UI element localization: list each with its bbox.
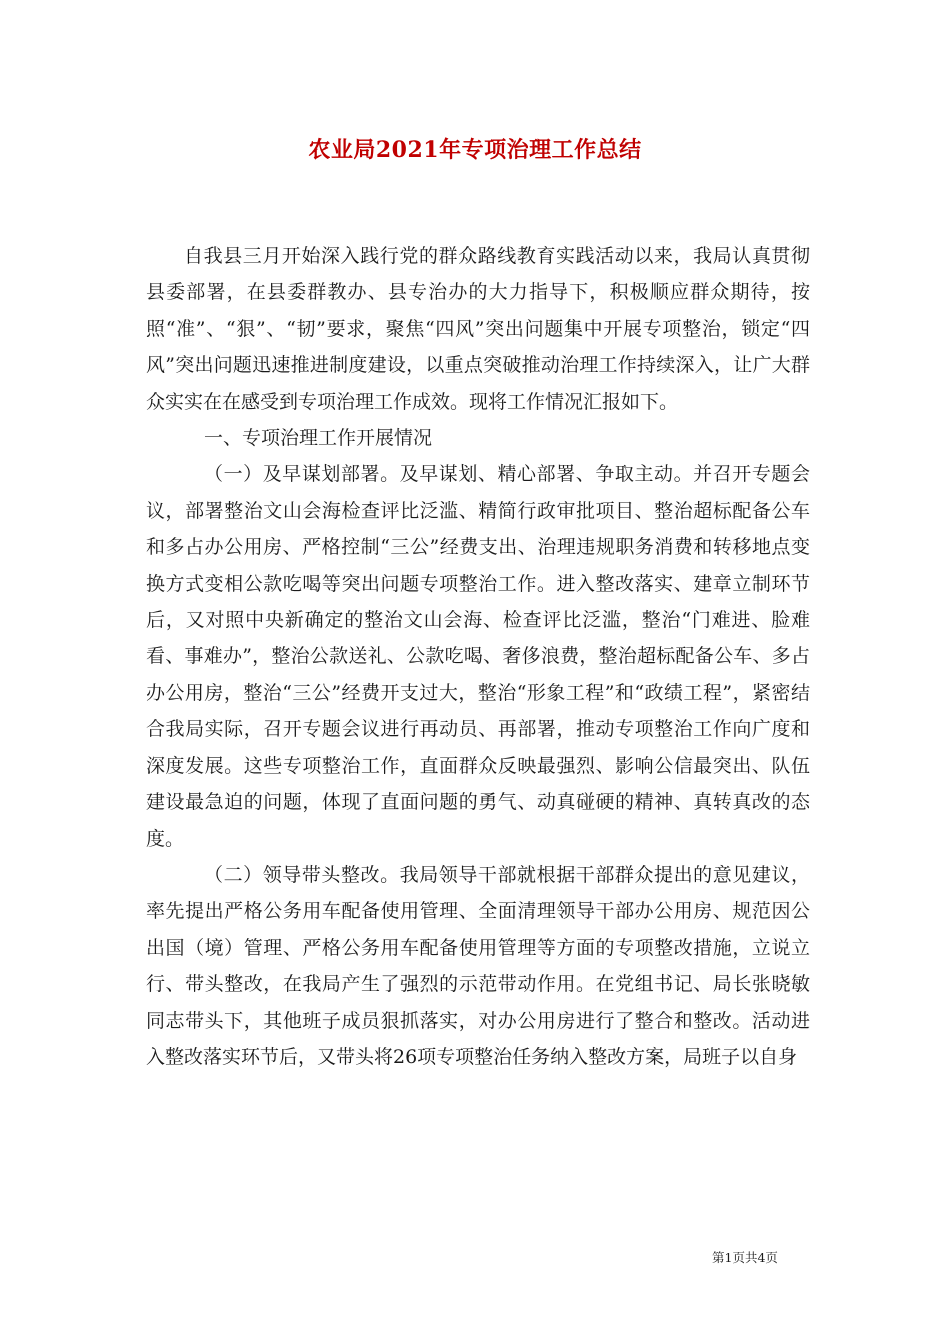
subsection-paragraph-1: （一）及早谋划部署。及早谋划、精心部署、争取主动。并召开专题会议，部署整治文山会海检查评比泛滥、精简行政审批项目、整治超标配备公车和多占办公用房、严格控制“三公”经费支出、治理违规职务消费和转移地点变换方式变相公款吃喝等突出问题专项整治工作。进入整改落实、建章立制环节后，又对照中央新确定的整治文山会海、检查评比泛滥，整治“门难进、脸难看、事难办”，整治公款送礼、公款吃喝、奢侈浪费，整治超标配备公车、多占办公用房，整治“三公”经费开支过大，整治“形象工程”和“政绩工程”，紧密结合我局实际，召开专题会议进行再动员、再部署，推动专项整治工作向广度和深度发展。这些专项整治工作，直面群众反映最强烈、影响公信最突出、队伍建设最急迫的问题，体现了直面问题的勇气、动真碰硬的精神、真转真改的态度。 bbox=[146, 463, 810, 850]
section-heading-1: 一、专项治理工作开展情况 bbox=[204, 427, 433, 450]
intro-paragraph: 自我县三月开始深入践行党的群众路线教育实践活动以来，我局认真贯彻县委部署，在县委群教办、县专治办的大力指导下，积极顺应群众期待，按照“准”、“狠”、“韧”要求，聚焦“四风”突出问题集中开展专项整治，锁定“四风”突出问题迅速推进制度建设，以重点突破推动治理工作持续深入，让广大群众实实在在感受到专项治理工作成效。现将工作情况汇报如下。 bbox=[146, 245, 810, 413]
document-title: 农业局2021年专项治理工作总结 bbox=[308, 137, 642, 163]
subsection-paragraph-2: （二）领导带头整改。我局领导干部就根据干部群众提出的意见建议，率先提出严格公务用车配备使用管理、全面清理领导干部办公用房、规范因公出国（境）管理、严格公务用车配备使用管理等方面的专项整改措施，立说立行、带头整改，在我局产生了强烈的示范带动作用。在党组书记、局长张晓敏同志带头下，其他班子成员狠抓落实，对办公用房进行了整合和整改。活动进入整改落实环节后，又带头将26项专项整治任务纳入整改方案，局班子以自身 bbox=[146, 863, 810, 1068]
document-body bbox=[146, 238, 810, 1075]
page-number: 第1页共4页 bbox=[712, 1250, 778, 1265]
